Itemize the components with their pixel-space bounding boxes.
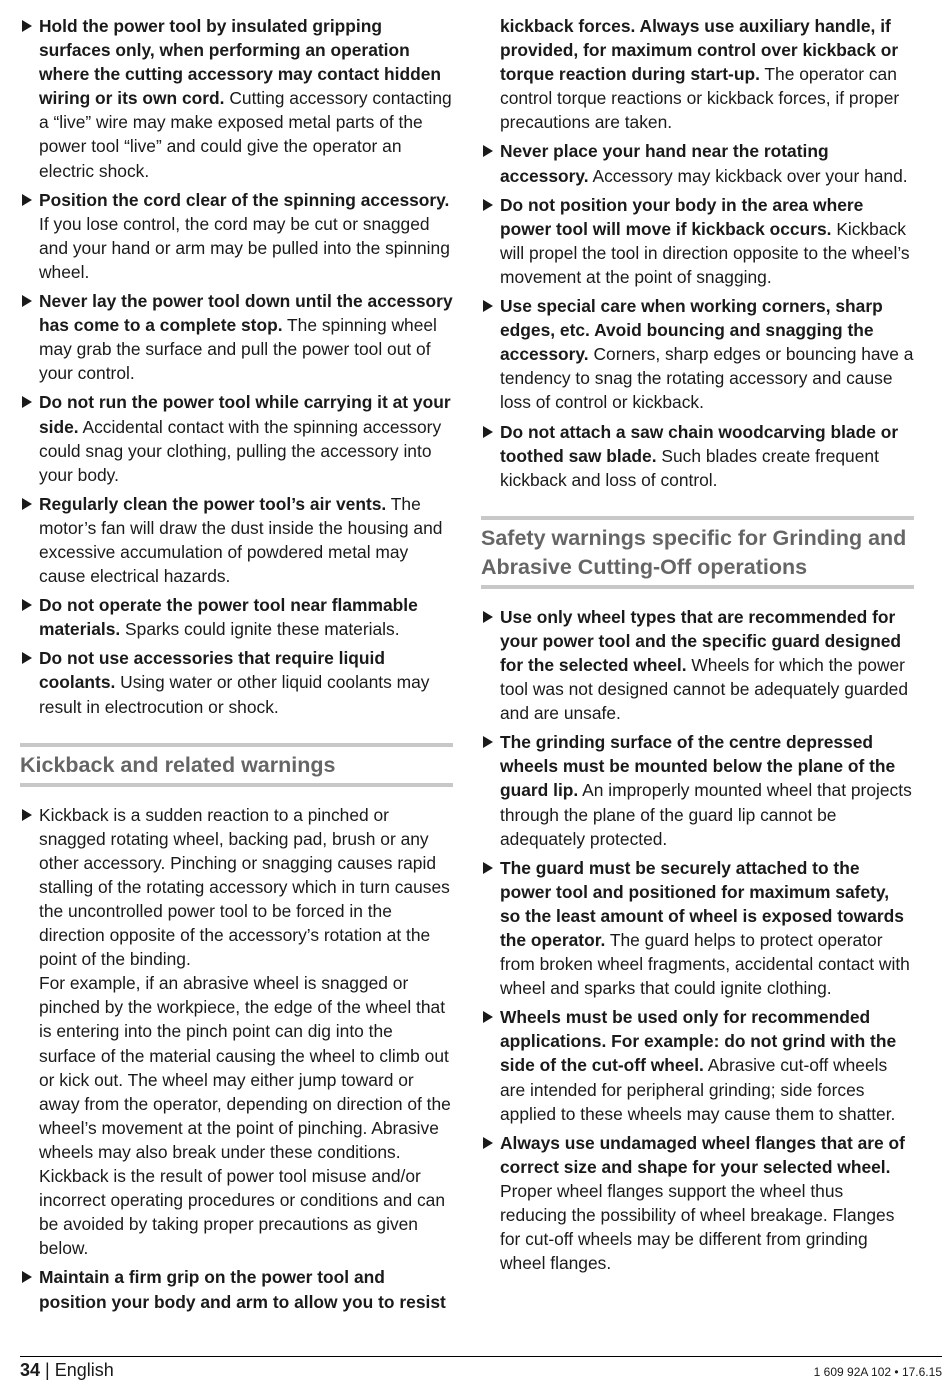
warning-item: [481, 294, 914, 414]
footer-language: English: [54, 1360, 114, 1380]
kickback-paragraph: For example, if an abrasive wheel is snagged or pinched by the workpiece, the edge of the wheel that is entering into the pinch point can dig into the surface of the material causing the wheel to climb out or kick out. The wheel may either jump toward or away from the operator, depending on direction of the wheel’s movement at the point of pinching. Abrasive wheels may also break under these conditions.: [39, 973, 451, 1162]
warning-item: [481, 856, 914, 1001]
kickback-paragraph: Kickback is the result of power tool misuse and/or incorrect operating procedures or conditions and can be avoided by taking proper precautions as given below.: [39, 1166, 446, 1259]
warning-title: Position the cord clear of the spinning accessory.: [39, 189, 450, 210]
footer-separator: |: [45, 1360, 50, 1380]
warning-title: Do not attach a saw chain woodcarving blade or toothed saw blade.: [500, 421, 899, 466]
warning-text: Such blades create frequent kickback and loss of control.: [500, 445, 879, 490]
warning-text: The spinning wheel may grab the surface and pull the power tool out of your control.: [39, 315, 437, 384]
left-column: [20, 14, 453, 1319]
warning-text: Accidental contact with the spinning accessory could snag your clothing, pulling the accessory into your body.: [39, 416, 442, 485]
warning-text: Wheels for which the power tool was not designed cannot be adequately guarded and are unsafe.: [500, 654, 909, 724]
warning-text: Corners, sharp edges or bouncing have a tendency to snag the rotating accessory and cause loss of control or kickback.: [500, 344, 914, 413]
warning-title: Do not run the power tool while carrying it at your side.: [39, 392, 451, 437]
kickback-description: [20, 803, 453, 1261]
kickback-heading: Kickback and related warnings: [20, 743, 453, 787]
warning-title: Never lay the power tool down until the accessory has come to a complete stop.: [39, 291, 453, 336]
warning-item: [481, 605, 914, 725]
warning-item: [481, 1005, 914, 1125]
warning-item: [481, 193, 914, 289]
warning-item: [20, 1265, 453, 1313]
grinding-heading: Safety warnings specific for Grinding and Abrasive Cutting-Off operations: [481, 516, 914, 589]
right-column: [481, 14, 914, 1280]
warning-title: Never place your hand near the rotating accessory.: [500, 141, 829, 186]
warning-title: Use only wheel types that are recommended for your power tool and the specific guard designed for the selected wheel.: [500, 606, 902, 675]
footer-divider: [20, 1356, 942, 1357]
warning-title: Do not operate the power tool near flammable materials.: [39, 595, 418, 640]
warning-item: [20, 492, 453, 588]
warning-text: Abrasive cut-off wheels are intended for peripheral grinding; side forces applied to these wheels may cause them to shatter.: [500, 1055, 896, 1124]
warning-item: [481, 730, 914, 850]
warning-item: [481, 1131, 914, 1276]
footer-doc-code: 1 609 92A 102 • 17.6.15: [813, 1365, 942, 1379]
warning-item: [20, 593, 453, 641]
warning-text: The guard helps to protect operator from broken wheel fragments, accidental contact with wheel and sparks that could ignite clothing.: [500, 930, 910, 999]
warning-title: Always use undamaged wheel flanges that are of correct size and shape for your selected wheel.: [500, 1132, 905, 1177]
warning-item: [481, 139, 914, 187]
warning-title: Wheels must be used only for recommended applications. For example: do not grind with the side of the cut-off wheel.: [500, 1007, 897, 1076]
warning-text: The operator can control torque reactions or kickback forces, if proper precautions are taken.: [500, 64, 900, 133]
warning-title: kickback forces. Always use auxiliary handle, if provided, for maximum control over kickback or torque reaction during start-up.: [500, 16, 899, 85]
warning-item: [20, 188, 453, 284]
warning-title: Do not position your body in the area where power tool will move if kickback occurs.: [500, 194, 864, 239]
warning-item: [481, 420, 914, 492]
warning-text: The motor’s fan will draw the dust inside the housing and excessive accumulation of powdered metal may cause electrical hazards.: [39, 493, 443, 587]
warning-item: [20, 14, 453, 183]
footer-page-info: [20, 1359, 114, 1381]
warning-title: Maintain a firm grip on the power tool and position your body and arm to allow you to resist: [39, 1267, 446, 1312]
warning-text: Proper wheel flanges support the wheel thus reducing the possibility of wheel breakage. Flanges for cut-off wheels may be different from grinding wheel flanges.: [500, 1180, 895, 1274]
warning-item: [20, 390, 453, 486]
warning-text: Kickback will propel the tool in direction opposite to the wheel’s movement at the point of snagging.: [500, 218, 910, 287]
warning-title: Do not use accessories that require liquid coolants.: [39, 648, 385, 693]
page-number: 34: [20, 1360, 41, 1380]
warning-text: Cutting accessory contacting a “live” wire may make exposed metal parts of the power tool “live” and could give the operator an electric shock.: [39, 88, 452, 181]
warning-item: [20, 289, 453, 385]
warning-title: Hold the power tool by insulated gripping surfaces only, when performing an operation where the cutting accessory may contact hidden wiring or its own cord.: [39, 16, 442, 109]
warning-title: Regularly clean the power tool’s air vents.: [39, 493, 387, 514]
warning-text: Sparks could ignite these materials.: [120, 619, 400, 640]
warning-title: The grinding surface of the centre depressed wheels must be mounted below the plane of the guard lip.: [500, 732, 896, 801]
kickback-paragraph: Kickback is a sudden reaction to a pinched or snagged rotating wheel, backing pad, brush or any other accessory. Pinching or snagging causes rapid stalling of the rotating accessory which in turn causes the uncontrolled power tool to be forced in the direction opposite of the accessory’s rotation at the point of the binding.: [39, 804, 450, 970]
warning-title: Use special care when working corners, sharp edges, etc. Avoid bouncing and snagging the accessory.: [500, 296, 883, 365]
warning-item-continuation: [481, 14, 914, 134]
warning-text: An improperly mounted wheel that projects through the plane of the guard lip cannot be adequately protected.: [500, 780, 912, 849]
warning-text: Using water or other liquid coolants may result in electrocution or shock.: [39, 672, 430, 717]
warning-text: If you lose control, the cord may be cut or snagged and your hand or arm may be pulled into the spinning wheel.: [39, 213, 450, 282]
warning-text: Accessory may kickback over your hand.: [588, 165, 908, 186]
warning-title: The guard must be securely attached to the power tool and positioned for maximum safety, so the least amount of wheel is exposed towards the operator.: [500, 857, 904, 950]
warning-item: [20, 646, 453, 718]
